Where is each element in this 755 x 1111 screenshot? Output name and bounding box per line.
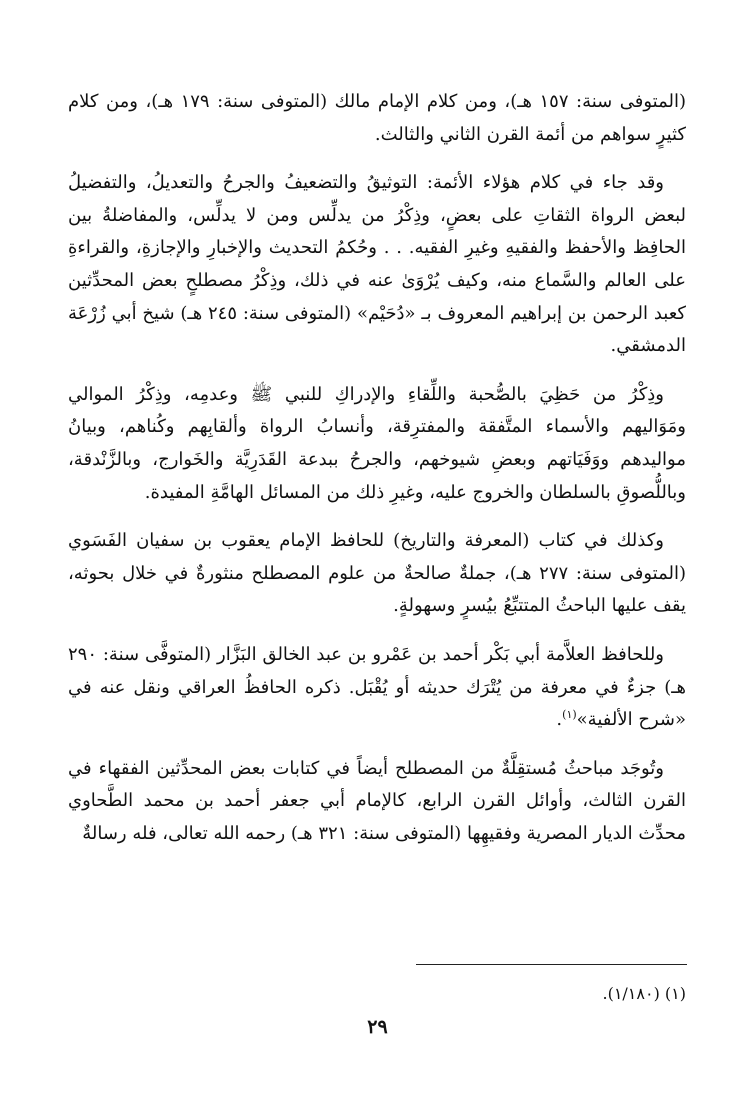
paragraph-5-tail: . (556, 709, 563, 731)
page-number: ٢٩ (367, 1016, 388, 1038)
footnote: (١) (١/١٨٠). (602, 984, 686, 1003)
footnote-reference: (١) (562, 708, 577, 722)
footnote-divider (416, 964, 687, 965)
body-text (68, 86, 686, 850)
paragraph-2: وقد جاء في كلام هؤلاء الأئمة: التوثيقُ والتضعيفُ والجرحُ والتعديلُ، والتفضيلُ لبعض الرواة الثقاتِ على بعضٍ، وذِكْرُ من يدلِّس ومن لا يدلِّس، والمفاضلةُ بين الحافِظ والأحفظ والفقيهِ وغيرِ الفقيه. . . وحُكمُ التحديث والإخبارِ والإجازةِ، والقراءةِ على العالم والسَّماع منه، وكيف يُرْوَىٰ عنه في ذلك، وذِكْرُ مصطلحٍ بعض المحدِّثين كعبد الرحمن بن إبراهيم المعروف بـ «دُحَيْم» (المتوفى سنة: ٢٤٥ هـ) شيخ أبي زُرْعَة الدمشقي. (68, 172, 686, 357)
paragraph-1: (المتوفى سنة: ١٥٧ هـ)، ومن كلام الإمام مالك (المتوفى سنة: ١٧٩ هـ)، ومن كلام كثيرٍ سواهم من أئمة القرن الثاني والثالث. (68, 91, 686, 145)
paragraph-5-text: وللحافظ العلاَّمة أبي بَكْر أحمد بن عَمْرو بن عبد الخالق البَزَّار (المتوفَّى سنة: ٢٩٠ هـ) جزءٌ في معرفة من يُتْرَك حديثه أو يُقْبَل. ذكره الحافظُ العراقي ونقل عنه في «شرح الألفية» (68, 643, 686, 731)
paragraph-3: وذِكْرُ من حَظِيَ بالصُّحبة واللِّقاءِ والإدراكِ للنبي ﷺ وعدمِه، وذِكْرُ الموالي ومَوَاليهم والأسماء المتَّفقة والمفترِقة، وأنسابُ الرواة وألقابِهم وكُناهم، وبيانُ مواليدهم ووَفَيَاتهم وبعضِ شيوخهم، والجرحُ ببدعة القَدَرِيَّة والخَوارج، وبالزَّنْدقة، وباللُّصوقِ بالسلطان والخروج عليه، وغيرِ ذلك من المسائل الهامَّةِ المفيدة. (68, 383, 686, 503)
paragraph-5 (68, 639, 686, 737)
paragraph-6: وتُوجَد مباحثُ مُستقِلَّةٌ من المصطلح أيضاً في كتابات بعض المحدِّثين الفقهاء في القرن الثالث، وأوائل القرن الرابع، كالإمام أبي جعفر أحمد بن محمد الطَّحاوي محدِّث الديار المصرية وفقيهِها (المتوفى سنة: ٣٢١ هـ) رحمه الله تعالى، فله رسالةٌ (68, 757, 686, 844)
paragraph-4: وكذلك في كتاب (المعرفة والتاريخ) للحافظ الإمام يعقوب بن سفيان الفَسَوي (المتوفى سنة: ٢٧٧ هـ)، جملةٌ صالحةٌ من علوم المصطلح منثورةٌ في خلال بحوثه، يقف عليها الباحثُ المتتبِّعُ بيُسرٍ وسهولةٍ. (68, 530, 686, 617)
